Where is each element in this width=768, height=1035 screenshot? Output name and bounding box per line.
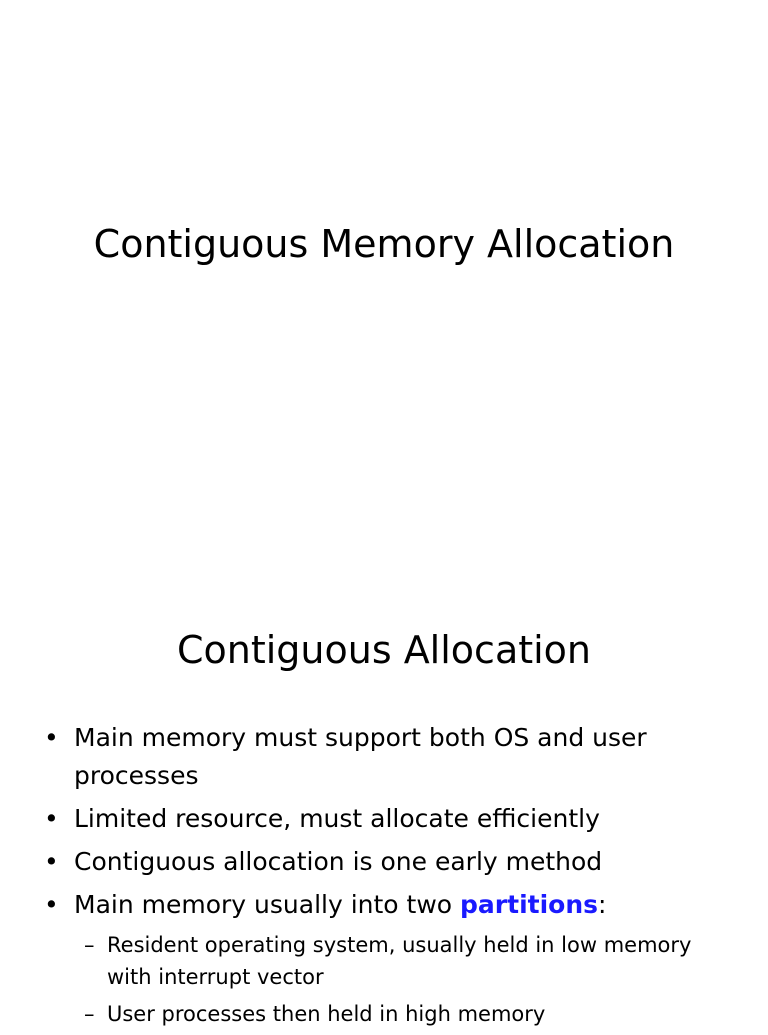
bullet-text: Main memory must support both OS and user processes — [74, 723, 647, 790]
sub-bullet-item — [0, 929, 768, 993]
slide-contiguous-allocation — [0, 576, 768, 1024]
bullet-text: Contiguous allocation is one early method — [74, 847, 603, 876]
bullet-text-after: : — [598, 890, 607, 919]
bullet-marker: • — [44, 804, 59, 833]
bullet-item — [0, 800, 768, 838]
sub-bullet-marker: – — [84, 933, 95, 957]
bullet-marker: • — [44, 723, 59, 752]
highlighted-term: partitions — [460, 890, 599, 919]
bullet-item — [0, 719, 768, 795]
bullet-item — [0, 886, 768, 924]
slide-title-heading: Contiguous Memory Allocation — [93, 222, 675, 266]
bullet-item — [0, 843, 768, 881]
sub-bullet-marker: – — [84, 1002, 95, 1026]
bullet-marker: • — [44, 890, 59, 919]
bullet-marker: • — [44, 847, 59, 876]
bullet-list — [0, 719, 768, 1035]
sub-bullet-text: User processes then held in high memory — [107, 1002, 546, 1026]
sub-bullet-item — [0, 998, 768, 1030]
slide-heading: Contiguous Allocation — [176, 628, 592, 672]
bullet-text-before: Main memory usually into two — [74, 890, 461, 919]
bullet-text: Limited resource, must allocate efficiently — [74, 804, 600, 833]
sub-bullet-text: Resident operating system, usually held in low memory with interrupt vector — [107, 933, 692, 989]
